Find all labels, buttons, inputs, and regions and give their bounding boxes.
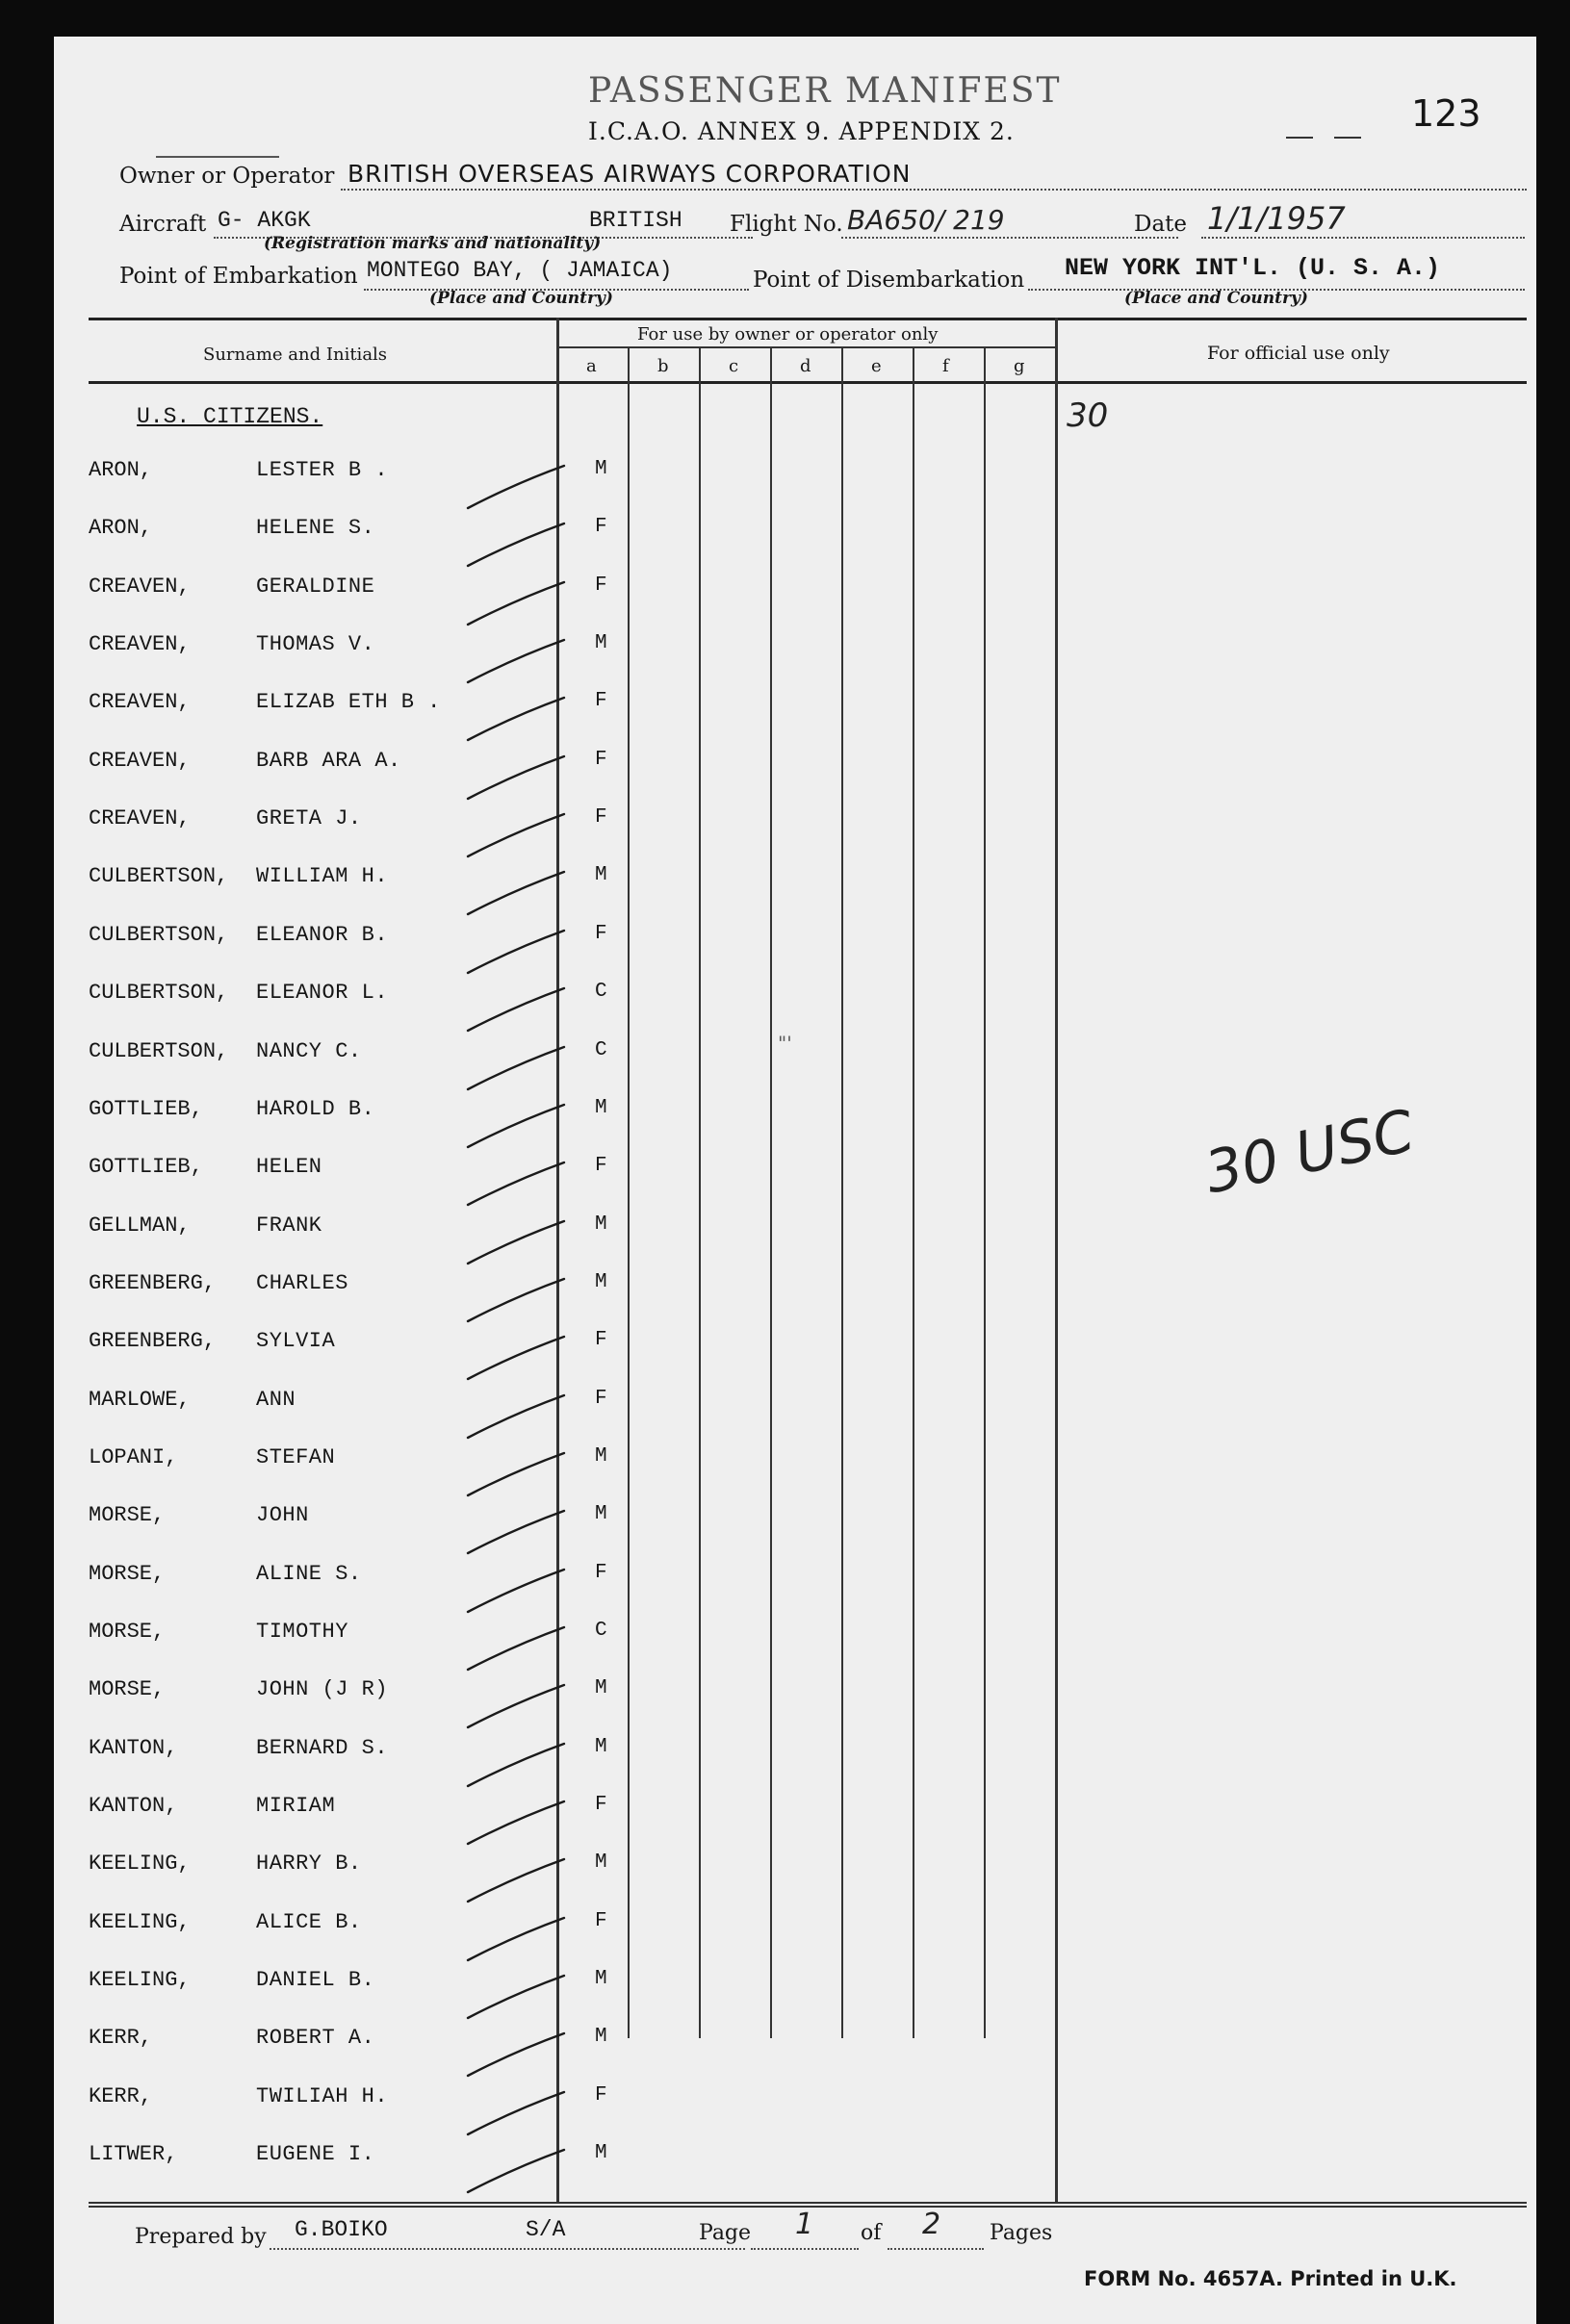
passenger-surname: CULBERTSON, bbox=[89, 1039, 229, 1063]
passenger-sex: M bbox=[595, 632, 607, 654]
passenger-sex: M bbox=[595, 1852, 607, 1874]
table-row bbox=[54, 806, 1055, 845]
passenger-given-names: ANN bbox=[256, 1388, 296, 1412]
official-note: 30 USC bbox=[1199, 1097, 1421, 1208]
passenger-sex: M bbox=[595, 1968, 607, 1990]
embarkation-label: Point of Embarkation bbox=[119, 264, 358, 289]
passenger-given-names: WILLIAM H. bbox=[256, 864, 389, 888]
page-title: PASSENGER MANIFEST bbox=[588, 71, 1062, 111]
passenger-given-names: LESTER B . bbox=[256, 458, 389, 482]
table-row bbox=[54, 864, 1055, 903]
passenger-sex: F bbox=[595, 1388, 607, 1410]
prepared-label: Prepared by bbox=[135, 2225, 267, 2249]
table-row bbox=[54, 1213, 1055, 1252]
passenger-surname: CULBERTSON, bbox=[89, 864, 229, 888]
disembarkation-label: Point of Disembarkation bbox=[753, 268, 1025, 293]
passenger-sex: F bbox=[595, 690, 607, 712]
passenger-given-names: JOHN bbox=[256, 1503, 309, 1527]
embarkation-note: (Place and Country) bbox=[429, 289, 613, 308]
passenger-given-names: GERALDINE bbox=[256, 575, 375, 599]
passenger-sex: M bbox=[595, 1213, 607, 1236]
table-row bbox=[54, 2142, 1055, 2181]
passenger-given-names: DANIEL B. bbox=[256, 1968, 375, 1992]
passenger-given-names: ROBERT A. bbox=[256, 2026, 375, 2050]
owner-value: BRITISH OVERSEAS AIRWAYS CORPORATION bbox=[347, 160, 912, 188]
passenger-surname: KEELING, bbox=[89, 1852, 191, 1876]
passenger-surname: KERR, bbox=[89, 2084, 153, 2108]
column-letter-a: a bbox=[586, 356, 597, 376]
disembarkation-value: NEW YORK INT'L. (U. S. A.) bbox=[1065, 254, 1441, 282]
column-d-mark: "' bbox=[778, 1032, 792, 1055]
passenger-given-names: SYLVIA bbox=[256, 1329, 336, 1353]
table-row bbox=[54, 981, 1055, 1019]
passenger-given-names: ALINE S. bbox=[256, 1562, 362, 1586]
column-letter-b: b bbox=[657, 356, 669, 376]
table-row bbox=[54, 1677, 1055, 1716]
date-label: Date bbox=[1134, 212, 1188, 237]
table-row bbox=[54, 2026, 1055, 2064]
passenger-given-names: THOMAS V. bbox=[256, 632, 375, 656]
passenger-surname: LITWER, bbox=[89, 2142, 178, 2166]
passenger-surname: KEELING, bbox=[89, 1968, 191, 1992]
passenger-given-names: GRETA J. bbox=[256, 806, 362, 830]
passenger-sex: M bbox=[595, 2142, 607, 2164]
manifest-sheet bbox=[54, 37, 1536, 2324]
passenger-given-names: HARRY B. bbox=[256, 1852, 362, 1876]
passenger-given-names: HELEN bbox=[256, 1155, 322, 1179]
table-row bbox=[54, 1910, 1055, 1949]
passenger-given-names: EUGENE I. bbox=[256, 2142, 375, 2166]
flight-value: BA650/ 219 bbox=[847, 204, 1005, 236]
passenger-surname: CREAVEN, bbox=[89, 575, 191, 599]
passenger-surname: GOTTLIEB, bbox=[89, 1097, 203, 1121]
table-row bbox=[54, 1388, 1055, 1426]
passenger-sex: M bbox=[595, 1097, 607, 1119]
passenger-given-names: HELENE S. bbox=[256, 516, 375, 540]
table-row bbox=[54, 1097, 1055, 1136]
passenger-given-names: TIMOTHY bbox=[256, 1620, 348, 1644]
sheet-number: 123 bbox=[1411, 92, 1481, 135]
passenger-surname: CREAVEN, bbox=[89, 749, 191, 773]
passenger-sex: M bbox=[595, 2026, 607, 2048]
disembarkation-note: (Place and Country) bbox=[1124, 289, 1308, 308]
passenger-given-names: STEFAN bbox=[256, 1445, 336, 1469]
passenger-given-names: BERNARD S. bbox=[256, 1736, 389, 1760]
page-value: 1 bbox=[795, 2208, 814, 2241]
table-row bbox=[54, 1155, 1055, 1193]
table-row bbox=[54, 1736, 1055, 1775]
passenger-given-names: NANCY C. bbox=[256, 1039, 362, 1063]
of-value: 2 bbox=[922, 2208, 941, 2241]
page-label: Page bbox=[699, 2221, 752, 2245]
passenger-sex: M bbox=[595, 1736, 607, 1758]
table-row bbox=[54, 2084, 1055, 2123]
table-row bbox=[54, 1329, 1055, 1367]
passenger-sex: M bbox=[595, 1271, 607, 1293]
table-row bbox=[54, 1794, 1055, 1832]
table-row bbox=[54, 1852, 1055, 1890]
prepared-role: S/A bbox=[526, 2217, 566, 2242]
table-row bbox=[54, 1562, 1055, 1600]
passenger-surname: CREAVEN, bbox=[89, 806, 191, 830]
passenger-given-names: CHARLES bbox=[256, 1271, 348, 1295]
passenger-given-names: MIRIAM bbox=[256, 1794, 336, 1818]
passenger-given-names: ALICE B. bbox=[256, 1910, 362, 1934]
passenger-surname: CREAVEN, bbox=[89, 690, 191, 714]
operator-column-header: For use by owner or operator only bbox=[637, 324, 939, 345]
passenger-surname: KANTON, bbox=[89, 1736, 178, 1760]
header-dash-2 bbox=[1334, 137, 1361, 139]
table-row bbox=[54, 1445, 1055, 1484]
passenger-sex: M bbox=[595, 1503, 607, 1525]
passenger-sex: F bbox=[595, 575, 607, 597]
passenger-sex: M bbox=[595, 458, 607, 480]
of-label: of bbox=[861, 2221, 882, 2245]
passenger-surname: MORSE, bbox=[89, 1620, 166, 1644]
table-row bbox=[54, 690, 1055, 728]
page-subtitle: I.C.A.O. ANNEX 9. APPENDIX 2. bbox=[588, 117, 1015, 145]
passenger-surname: MORSE, bbox=[89, 1503, 166, 1527]
official-count: 30 bbox=[1067, 396, 1109, 435]
table-row bbox=[54, 1620, 1055, 1658]
passenger-given-names: ELEANOR L. bbox=[256, 981, 389, 1005]
owner-corner-mark bbox=[156, 156, 279, 158]
aircraft-label: Aircraft bbox=[119, 212, 207, 237]
column-letter-f: f bbox=[942, 356, 949, 376]
passenger-surname: KEELING, bbox=[89, 1910, 191, 1934]
passenger-sex: F bbox=[595, 806, 607, 829]
passenger-given-names: JOHN (J R) bbox=[256, 1677, 389, 1701]
table-top-rule bbox=[89, 318, 1527, 320]
flight-label: Flight No. bbox=[730, 212, 843, 237]
official-column-header: For official use only bbox=[1207, 343, 1390, 364]
header-dash bbox=[1286, 137, 1313, 139]
table-row bbox=[54, 1039, 1055, 1078]
passenger-sex: F bbox=[595, 2084, 607, 2107]
passenger-given-names: FRANK bbox=[256, 1213, 322, 1238]
passenger-surname: KANTON, bbox=[89, 1794, 178, 1818]
name-column-header: Surname and Initials bbox=[203, 345, 388, 365]
passenger-surname: MORSE, bbox=[89, 1677, 166, 1701]
passenger-sex: F bbox=[595, 516, 607, 538]
passenger-sex: M bbox=[595, 1445, 607, 1468]
passenger-sex: F bbox=[595, 749, 607, 771]
table-row bbox=[54, 1271, 1055, 1310]
passenger-sex: M bbox=[595, 1677, 607, 1699]
aircraft-registration: G- AKGK bbox=[218, 208, 311, 233]
operator-header-rule bbox=[556, 346, 1055, 348]
passenger-surname: MARLOWE, bbox=[89, 1388, 191, 1412]
passenger-surname: GOTTLIEB, bbox=[89, 1155, 203, 1179]
passenger-surname: CREAVEN, bbox=[89, 632, 191, 656]
aircraft-nationality: BRITISH bbox=[589, 208, 682, 233]
passenger-surname: ARON, bbox=[89, 516, 153, 540]
passenger-surname: CULBERTSON, bbox=[89, 923, 229, 947]
passenger-surname: LOPANI, bbox=[89, 1445, 178, 1469]
passenger-surname: ARON, bbox=[89, 458, 153, 482]
passenger-surname: GREENBERG, bbox=[89, 1271, 217, 1295]
aircraft-note: (Registration marks and nationality) bbox=[264, 234, 602, 253]
owner-label: Owner or Operator bbox=[119, 164, 335, 189]
passenger-sex: F bbox=[595, 1794, 607, 1816]
prepared-value: G.BOIKO bbox=[295, 2217, 388, 2242]
passenger-surname: CULBERTSON, bbox=[89, 981, 229, 1005]
date-value: 1/1/1957 bbox=[1207, 200, 1346, 237]
pages-label: Pages bbox=[990, 2221, 1053, 2245]
embarkation-value: MONTEGO BAY, ( JAMAICA) bbox=[367, 258, 673, 283]
table-row bbox=[54, 1503, 1055, 1542]
table-row bbox=[54, 575, 1055, 613]
column-line bbox=[1055, 318, 1058, 2202]
passenger-given-names: BARB ARA A. bbox=[256, 749, 401, 773]
passenger-surname: GELLMAN, bbox=[89, 1213, 191, 1238]
table-row bbox=[54, 458, 1055, 497]
passenger-sex: M bbox=[595, 864, 607, 886]
passenger-given-names: HAROLD B. bbox=[256, 1097, 375, 1121]
table-row bbox=[54, 923, 1055, 961]
passenger-sex: F bbox=[595, 1155, 607, 1177]
column-letter-e: e bbox=[871, 356, 882, 376]
passenger-sex: C bbox=[595, 981, 607, 1003]
table-row bbox=[54, 632, 1055, 671]
passenger-sex: F bbox=[595, 923, 607, 945]
passenger-surname: GREENBERG, bbox=[89, 1329, 217, 1353]
form-number: FORM No. 4657A. Printed in U.K. bbox=[1084, 2267, 1457, 2290]
passenger-sex: C bbox=[595, 1039, 607, 1061]
section-heading: U.S. CITIZENS. bbox=[137, 404, 323, 429]
table-row bbox=[54, 516, 1055, 554]
passenger-given-names: TWILIAH H. bbox=[256, 2084, 389, 2108]
passenger-sex: C bbox=[595, 1620, 607, 1642]
passenger-sex: F bbox=[595, 1329, 607, 1351]
column-letter-g: g bbox=[1014, 356, 1025, 376]
passenger-given-names: ELIZAB ETH B . bbox=[256, 690, 441, 714]
table-bottom-rule bbox=[89, 2202, 1527, 2204]
column-letter-c: c bbox=[729, 356, 739, 376]
table-row bbox=[54, 749, 1055, 787]
passenger-surname: KERR, bbox=[89, 2026, 153, 2050]
passenger-given-names: ELEANOR B. bbox=[256, 923, 389, 947]
passenger-surname: MORSE, bbox=[89, 1562, 166, 1586]
table-row bbox=[54, 1968, 1055, 2006]
column-letter-d: d bbox=[800, 356, 811, 376]
passenger-sex: F bbox=[595, 1562, 607, 1584]
table-header-rule bbox=[89, 381, 1527, 384]
passenger-sex: F bbox=[595, 1910, 607, 1932]
